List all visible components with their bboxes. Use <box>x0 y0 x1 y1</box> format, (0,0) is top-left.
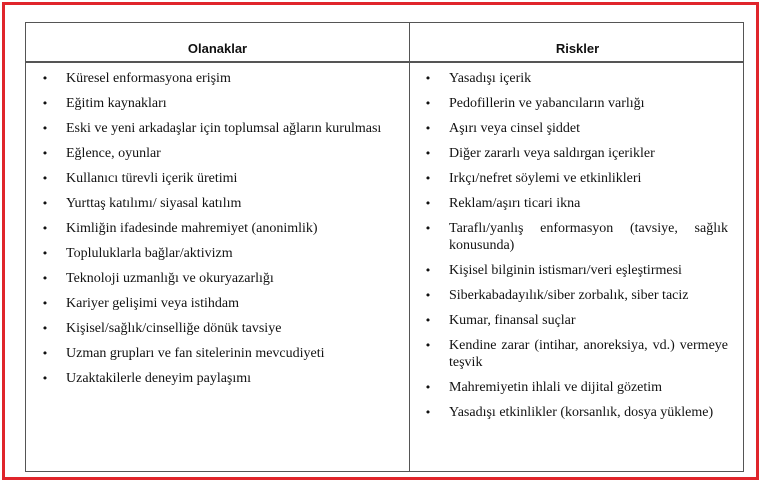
bullet-icon: • <box>424 289 432 302</box>
olanaklar-list <box>40 70 402 395</box>
list-item <box>423 170 728 187</box>
bullet-icon: • <box>41 247 49 260</box>
list-item-text: Diğer zararlı veya saldırgan içerikler <box>449 146 655 161</box>
riskler-list <box>423 70 728 429</box>
header-olanaklar: Olanaklar <box>187 41 248 56</box>
list-item-text: Taraflı/yanlış enformasyon (tavsiye, sağlık konusunda) <box>449 221 728 253</box>
list-item-text: Aşırı veya cinsel şiddet <box>449 121 581 136</box>
list-item-text: Teknoloji uzmanlığı ve okuryazarlığı <box>66 271 274 286</box>
list-item <box>40 120 402 137</box>
header-riskler: Riskler <box>555 41 600 56</box>
bullet-icon: • <box>41 297 49 310</box>
list-item <box>423 404 728 421</box>
bullet-icon: • <box>41 72 49 85</box>
bullet-icon: • <box>424 122 432 135</box>
bullet-icon: • <box>41 172 49 185</box>
list-item-text: Uzaktakilerle deneyim paylaşımı <box>66 371 252 386</box>
bullet-icon: • <box>424 339 432 352</box>
list-item-text: Kişisel bilginin istismarı/veri eşleştirmesi <box>449 263 682 278</box>
bullet-icon: • <box>41 272 49 285</box>
opportunities-risks-table <box>25 22 744 472</box>
list-item <box>40 70 402 87</box>
bullet-icon: • <box>41 197 49 210</box>
bullet-icon: • <box>41 97 49 110</box>
bullet-icon: • <box>41 222 49 235</box>
list-item-text: Kimliğin ifadesinde mahremiyet (anonimlik) <box>66 221 318 236</box>
list-item-text: Kumar, finansal suçlar <box>449 313 576 328</box>
red-frame-border <box>2 2 759 480</box>
bullet-icon: • <box>41 322 49 335</box>
list-item <box>423 220 728 254</box>
list-item-text: Pedofillerin ve yabancıların varlığı <box>449 96 645 111</box>
list-item <box>423 95 728 112</box>
bullet-icon: • <box>424 147 432 160</box>
column-divider <box>409 23 410 471</box>
list-item <box>423 120 728 137</box>
list-item <box>40 370 402 387</box>
bullet-icon: • <box>41 372 49 385</box>
list-item <box>40 270 402 287</box>
list-item <box>40 195 402 212</box>
list-item-text: Yasadışı içerik <box>449 71 532 86</box>
bullet-icon: • <box>424 72 432 85</box>
bullet-icon: • <box>424 381 432 394</box>
list-item <box>40 320 402 337</box>
list-item-text: Kullanıcı türevli içerik üretimi <box>66 171 238 186</box>
bullet-icon: • <box>424 222 432 235</box>
list-item <box>40 345 402 362</box>
bullet-icon: • <box>424 97 432 110</box>
list-item <box>40 170 402 187</box>
list-item <box>423 312 728 329</box>
list-item-text: Reklam/aşırı ticari ikna <box>449 196 581 211</box>
list-item-text: Topluluklarla bağlar/aktivizm <box>66 246 233 261</box>
bullet-icon: • <box>424 264 432 277</box>
list-item-text: Mahremiyetin ihlali ve dijital gözetim <box>449 380 663 395</box>
list-item-text: Küresel enformasyona erişim <box>66 71 231 86</box>
bullet-icon: • <box>41 147 49 160</box>
list-item-text: Yasadışı etkinlikler (korsanlık, dosya yükleme) <box>449 405 714 420</box>
list-item-text: Irkçı/nefret söylemi ve etkinlikleri <box>449 171 642 186</box>
list-item <box>423 287 728 304</box>
list-item <box>40 145 402 162</box>
list-item <box>423 337 728 371</box>
list-item-text: Eğitim kaynakları <box>66 96 167 111</box>
bullet-icon: • <box>424 314 432 327</box>
list-item <box>423 262 728 279</box>
list-item-text: Kendine zarar (intihar, anoreksiya, vd.) vermeye teşvik <box>449 338 728 370</box>
list-item-text: Kariyer gelişimi veya istihdam <box>66 296 240 311</box>
list-item <box>40 95 402 112</box>
bullet-icon: • <box>424 172 432 185</box>
bullet-icon: • <box>41 347 49 360</box>
bullet-icon: • <box>424 406 432 419</box>
list-item <box>40 220 402 237</box>
list-item-text: Uzman grupları ve fan sitelerinin mevcudiyeti <box>66 346 325 361</box>
list-item-text: Siberkabadayılık/siber zorbalık, siber taciz <box>449 288 689 303</box>
list-item-text: Eğlence, oyunlar <box>66 146 161 161</box>
list-item-text: Yurttaş katılımı/ siyasal katılım <box>66 196 242 211</box>
bullet-icon: • <box>41 122 49 135</box>
table-header-row <box>26 23 743 63</box>
list-item <box>423 195 728 212</box>
list-item <box>423 379 728 396</box>
list-item <box>40 295 402 312</box>
list-item <box>423 145 728 162</box>
bullet-icon: • <box>424 197 432 210</box>
list-item <box>423 70 728 87</box>
list-item-text: Eski ve yeni arkadaşlar için toplumsal ağların kurulması <box>66 121 382 136</box>
list-item-text: Kişisel/sağlık/cinselliğe dönük tavsiye <box>66 321 282 336</box>
list-item <box>40 245 402 262</box>
